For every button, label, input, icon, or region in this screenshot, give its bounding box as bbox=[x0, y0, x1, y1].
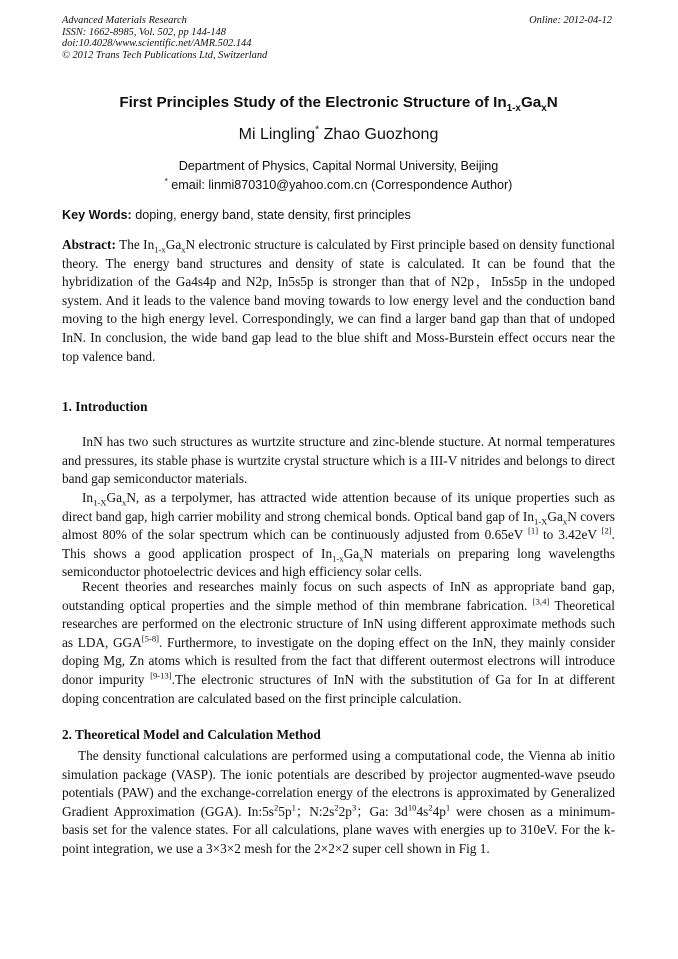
text-run: . Furthermore, to investigate on the doping effect on the InN, they mainly consider doping Mg, Zn atoms which is resulted from the fact that different outermost electrons will introduce donor impurity bbox=[62, 634, 616, 687]
text-run: Zhao Guozhong bbox=[319, 126, 439, 143]
text-run: The density functional calculations are performed using a computational code, the Vienna ab initio simulation package (VASP). The ionic potentials are described by projector augmented-wave pseudo potentials (PAW) and the exchange-correlation energy of the electrons is approximated by Generalized Gradient Approximation (GGA). In:5s bbox=[62, 748, 615, 819]
abstract-text bbox=[62, 237, 615, 364]
text-run: Ga bbox=[343, 545, 360, 561]
text-run: First Principles Study of the Electronic Structure of In bbox=[119, 94, 507, 111]
subscript: x bbox=[359, 553, 364, 564]
subscript: 1-x bbox=[332, 553, 344, 564]
text-run: InN has two such structures as wurtzite structure and zinc-blende stucture. At normal temperatures and pressures, its stable phase is wurtzite crystal structure which is a III-V nitrides and belongs to direct band gap semiconductor materials. bbox=[62, 434, 615, 487]
journal-header bbox=[62, 15, 267, 62]
text-run: In bbox=[82, 490, 94, 505]
abstract bbox=[62, 236, 615, 366]
superscript: 1 bbox=[291, 802, 296, 813]
text-run: .The electronic structures of InN with the substitution of Ga for In at different doping concentration are calculated based on the first principle calculation. bbox=[62, 671, 615, 706]
issn: ISSN: 1662-8985, Vol. 502, pp 144-148 bbox=[62, 26, 226, 38]
text-run: email: linmi870310@yahoo.com.cn (Correspondence Author) bbox=[167, 178, 513, 192]
authors bbox=[62, 126, 615, 144]
superscript: [5-8] bbox=[141, 633, 160, 644]
superscript: [9-13] bbox=[150, 670, 172, 681]
text-run: N, as a terpolymer, has attracted wide attention because of its unique properties such as direct band gap, high carrier mobility and strong chemical bonds. Optical band gap of In bbox=[62, 490, 615, 524]
paragraph bbox=[62, 578, 615, 708]
affiliation: Department of Physics, Capital Normal University, Beijing bbox=[178, 159, 499, 173]
subscript: x bbox=[541, 103, 547, 115]
copyright: © 2012 Trans Tech Publications Ltd, Switzerland bbox=[62, 50, 268, 62]
subscript: 1-X bbox=[93, 497, 107, 508]
superscript: * bbox=[315, 124, 320, 136]
superscript: [1] bbox=[528, 525, 539, 536]
affiliation-block bbox=[62, 157, 615, 195]
text-run: 5p bbox=[278, 803, 292, 819]
section-heading: 2. Theoretical Model and Calculation Method bbox=[62, 727, 321, 742]
subscript: 1-X bbox=[533, 516, 548, 527]
abstract-label: Abstract: bbox=[62, 237, 116, 252]
online-date: Online: 2012-04-12 bbox=[529, 15, 612, 26]
subscript: x bbox=[181, 244, 186, 255]
superscript: 10 bbox=[407, 802, 417, 813]
subscript: x bbox=[122, 497, 127, 508]
text-run: were chosen as a minimum-basis set for the valence states. For all calculations, plane waves with energies up to 310eV. For the k-point integration, we use a 3×3×2 mesh for the 2×2×2 super cell shown in Fig 1. bbox=[62, 803, 616, 856]
superscript: 2 bbox=[428, 802, 433, 813]
email bbox=[62, 176, 615, 195]
journal-name: Advanced Materials Research bbox=[62, 15, 187, 26]
text-run: Ga bbox=[520, 94, 542, 111]
text-run: 4s bbox=[416, 803, 429, 819]
keywords bbox=[62, 208, 615, 222]
text-run: 2p bbox=[338, 803, 352, 819]
text-run: ；Ga: 3d bbox=[356, 803, 408, 819]
superscript: [3,4] bbox=[532, 596, 550, 607]
superscript: 3 bbox=[351, 802, 357, 813]
text-run: N materials on preparing long wavelengths semiconductor photoelectric devices and high efficiency solar cells. bbox=[62, 545, 615, 580]
doi: doi:10.4028/www.scientific.net/AMR.502.144 bbox=[62, 38, 252, 50]
superscript: 2 bbox=[273, 802, 279, 813]
paper-title bbox=[62, 94, 615, 115]
superscript: * bbox=[164, 176, 168, 186]
paragraph bbox=[62, 433, 615, 489]
text-run: to 3.42eV bbox=[538, 527, 602, 543]
text-run: Mi Lingling bbox=[238, 126, 316, 143]
text-run: N electronic structure is calculated by First principle based on density functional theory. The energy band structures and density of state is calculated. It can be found that the hybridization of the Ga4s4p and N2p, In5s5p is stronger than that of N2p，In5s5p in the undoped system. And it leads to the valence band moving towards to low energy level and the conduction band moving to the high energy level. Correspondingly, we can find a larger band gap than that of undoped InN. In conclusion, the wide band gap lead to the blue shift and Moss-Burstein effect occurs near the top valence band. bbox=[62, 237, 615, 364]
subscript: x bbox=[562, 516, 568, 527]
keywords-text: doping, energy band, state density, first principles bbox=[131, 208, 411, 222]
text-run: N bbox=[546, 94, 558, 111]
superscript: 1 bbox=[445, 802, 451, 813]
text-run: Ga bbox=[106, 490, 123, 505]
text-run: Ga bbox=[547, 508, 563, 524]
superscript: [2] bbox=[601, 525, 612, 536]
subscript: 1-x bbox=[506, 103, 521, 115]
keywords-label: Key Words: bbox=[62, 208, 132, 222]
section-heading: 1. Introduction bbox=[62, 399, 148, 414]
text-run: Ga bbox=[165, 237, 182, 252]
text-run: . This shows a good application prospect of In bbox=[62, 527, 615, 561]
superscript: 2 bbox=[334, 802, 339, 813]
text-run: N covers almost 80% of the solar spectrum which can be continuously adjusted from 0.65eV bbox=[62, 508, 615, 543]
text-run: Theoretical researches are performed on the electronic structure of InN using different approximate methods such as LDA, GGA bbox=[62, 597, 615, 650]
text-run: The In bbox=[115, 237, 155, 252]
paragraph bbox=[62, 747, 615, 859]
subscript: 1-x bbox=[154, 244, 166, 255]
text-run: 4p bbox=[432, 803, 446, 819]
text-run: Recent theories and researches mainly focus on such aspects of InN as appropriate band gap, outstanding optical properties and the simple method of thin membrane fabrication. bbox=[62, 579, 615, 613]
paragraph bbox=[62, 489, 615, 582]
text-run: ；N:2s bbox=[295, 803, 335, 819]
